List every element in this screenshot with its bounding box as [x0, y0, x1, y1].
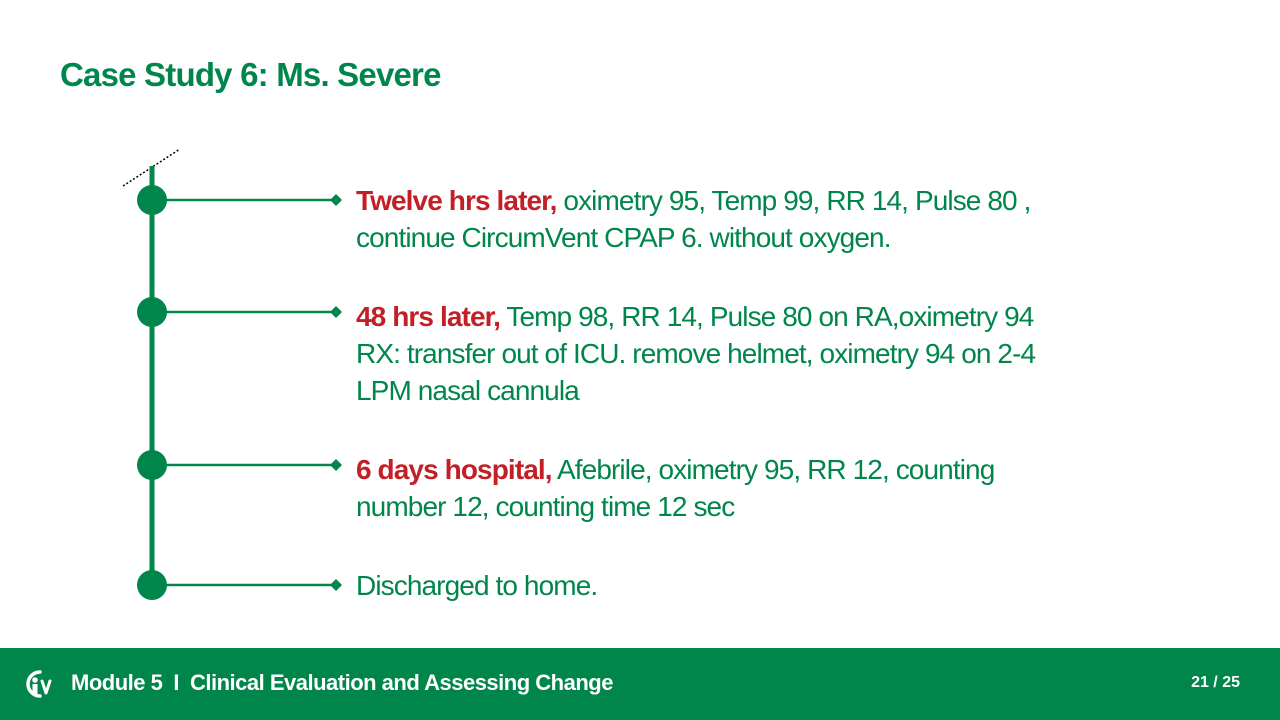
timeline-entry-twelve-hrs — [356, 182, 1156, 256]
entry-highlight: Twelve hrs later, — [356, 185, 557, 216]
entry-line: number 12, counting time 12 sec — [356, 491, 735, 522]
timeline-dot — [137, 450, 167, 480]
entry-text: Temp 98, RR 14, Pulse 80 on RA,oximetry 94 — [499, 301, 1034, 332]
entry-text: oximetry 95, Temp 99, RR 14, Pulse 80 , — [556, 185, 1031, 216]
entry-line: Discharged to home. — [356, 570, 598, 601]
diamond-bullet-icon — [330, 459, 342, 471]
diamond-bullet-icon — [330, 194, 342, 206]
timeline-node-3 — [137, 450, 342, 480]
timeline-entry-discharged — [356, 567, 1156, 604]
timeline-node-4 — [137, 570, 342, 600]
slide-title: Case Study 6: Ms. Severe — [60, 56, 441, 93]
entry-text: Afebrile, oximetry 95, RR 12, counting — [551, 454, 995, 485]
entry-line: RX: transfer out of ICU. remove helmet, oximetry 94 on 2-4 — [356, 338, 1036, 369]
timeline-entry-6-days — [356, 451, 1156, 525]
entry-line: LPM nasal cannula — [356, 375, 579, 406]
footer-separator: I — [173, 670, 179, 695]
timeline-node-1 — [137, 185, 342, 215]
module-subtitle: Clinical Evaluation and Assessing Change — [189, 670, 613, 695]
timeline-entry-48-hrs — [356, 298, 1156, 409]
timeline-dot — [137, 570, 167, 600]
timeline-dot — [137, 297, 167, 327]
diamond-bullet-icon — [330, 579, 342, 591]
footer-module-label — [71, 670, 613, 696]
diamond-bullet-icon — [330, 306, 342, 318]
entry-line: continue CircumVent CPAP 6. without oxygen. — [356, 222, 891, 253]
entry-highlight: 48 hrs later, — [356, 301, 500, 332]
circumvent-logo-icon — [20, 668, 56, 700]
timeline-dot — [137, 185, 167, 215]
entry-line — [356, 298, 1156, 335]
page-number: 21 / 25 — [1191, 674, 1240, 691]
module-number: Module 5 — [71, 670, 163, 695]
footer-bar — [0, 648, 1280, 720]
timeline-node-2 — [137, 297, 342, 327]
entry-highlight: 6 days hospital, — [356, 454, 552, 485]
entry-line — [356, 182, 1156, 219]
entry-line — [356, 451, 1156, 488]
